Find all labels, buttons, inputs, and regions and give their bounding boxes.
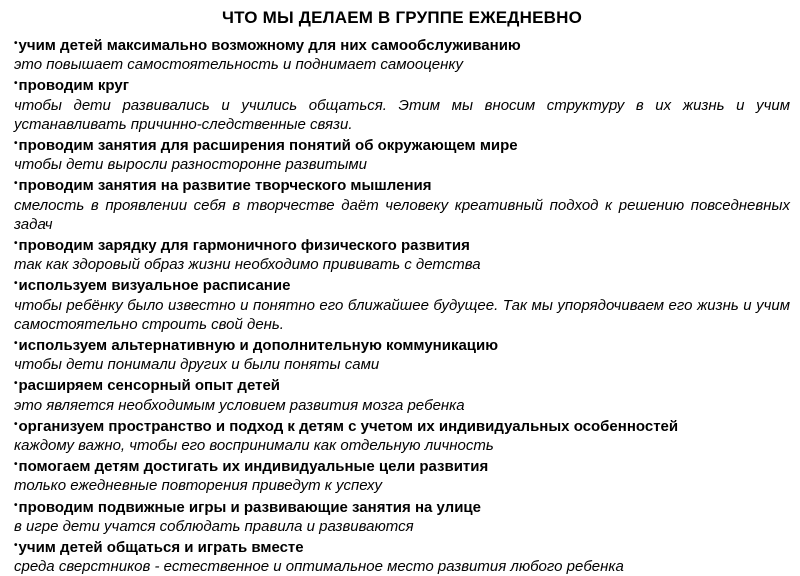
activity-action [14,334,790,355]
activity-item [14,74,790,134]
activity-reason-line: чтобы дети развивались и учились общаться. Этим мы вносим структуру в их жизнь и учим [14,96,790,114]
bullet-marker: • [14,78,18,90]
activity-action-text: проводим зарядку для гармоничного физического развития [18,237,470,255]
activity-action-text: помогаем детям достигать их индивидуальные цели развития [18,458,489,476]
activity-action-text: учим детей общаться и играть вместе [18,539,304,557]
activity-item [14,134,790,174]
activity-reason-line: среда сверстников - естественное и оптимальное место развития любого ребенка [14,558,624,576]
activity-item [14,234,790,274]
activity-action-text: организуем пространство и подход к детям с учетом их индивидуальных особенностей [18,417,679,435]
activity-action-text: учим детей максимально возможному для них самообслуживанию [18,37,521,54]
activity-action-text: проводим подвижные игры и развивающие занятия на улице [18,498,481,516]
activity-reason-line: в игре дети учатся соблюдать правила и развиваются [14,517,414,535]
bullet-marker: • [14,138,18,150]
activity-action [14,174,790,195]
activity-action [14,455,790,476]
daily-activities-list [14,34,790,576]
activity-action-text: расширяем сенсорный опыт детей [18,377,281,395]
activity-item [14,415,790,455]
activity-action [14,74,790,95]
activity-item [14,174,790,234]
activity-reason-line: чтобы ребёнку было известно и понятно его ближайшее будущее. Так мы упорядочиваем его жизнь и учим [14,296,790,314]
activity-reason-line: это является необходимым условием развития мозга ребенка [14,396,465,414]
bullet-marker: • [14,238,18,250]
activity-action [14,496,790,517]
bullet-marker: • [14,38,18,49]
page-title: ЧТО МЫ ДЕЛАЕМ В ГРУППЕ ЕЖЕДНЕВНО [221,8,583,27]
activity-item [14,274,790,334]
bullet-marker: • [14,499,18,511]
activity-reason-line: чтобы дети понимали других и были поняты сами [14,356,380,374]
activity-reason-line: только ежедневные повторения приведут к успеху [14,477,382,495]
activity-item [14,334,790,374]
activity-action [14,234,790,255]
activity-action-text: проводим занятия на развитие творческого мышления [18,177,432,195]
activity-reason-line: смелость в проявлении себя в творчестве даёт человеку креативный подход к решению повседневных [14,196,790,214]
activity-reason-line: самостоятельно строить свой день. [14,315,284,333]
activity-reason-line: чтобы дети выросли разносторонне развитыми [14,156,368,174]
activity-reason-line: каждому важно, чтобы его воспринимали как отдельную личность [14,437,494,455]
activity-item [14,374,790,414]
bullet-marker: • [14,418,18,430]
activity-action-text: проводим занятия для расширения понятий об окружающем мире [18,137,518,155]
bullet-marker: • [14,378,18,390]
activity-action-text: используем альтернативную и дополнительную коммуникацию [18,337,499,355]
activity-action [14,374,790,395]
activity-reason-line: устанавливать причинно-следственные связи. [14,115,353,133]
bullet-marker: • [14,459,18,471]
activity-action-text: проводим круг [18,77,129,95]
bullet-marker: • [14,338,18,350]
bullet-marker: • [14,540,18,552]
activity-reason-line: так как здоровый образ жизни необходимо прививать с детства [14,256,481,274]
bullet-marker: • [14,178,18,190]
activity-action [14,536,790,557]
activity-action [14,134,790,155]
activity-item [14,496,790,536]
activity-reason-line: это повышает самостоятельность и поднимает самооценку [14,56,463,74]
activity-action [14,415,790,436]
bullet-marker: • [14,278,18,290]
activity-reason-line: задач [14,215,53,233]
activity-item [14,536,790,576]
activity-item [14,455,790,495]
activity-action [14,34,790,55]
activity-item [14,34,790,74]
activity-action [14,274,790,295]
activity-action-text: используем визуальное расписание [18,277,291,295]
